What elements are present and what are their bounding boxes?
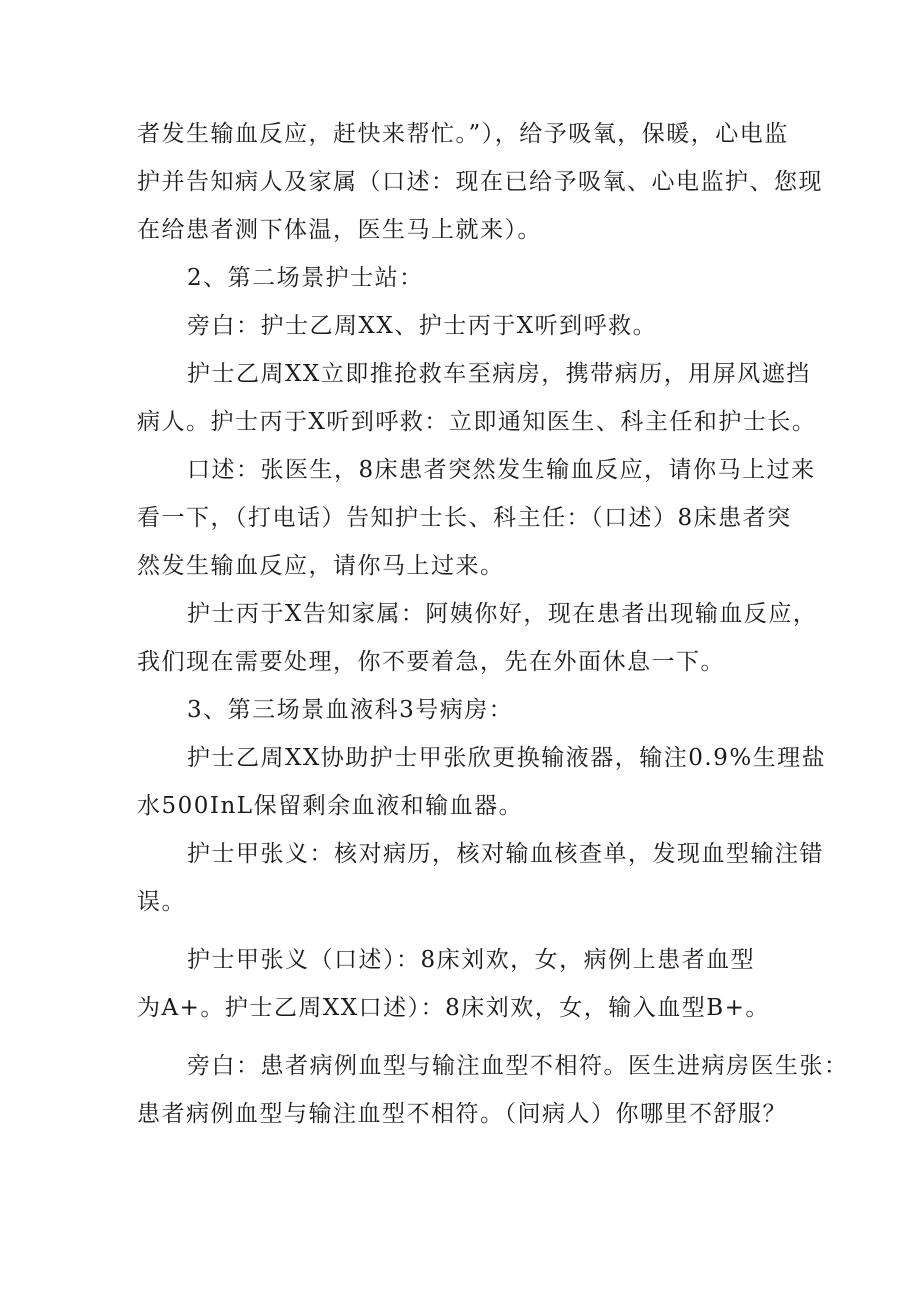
text-line-8: 口述：张医生，8床患者突然发生输血反应，请你马上过来	[187, 457, 816, 483]
text-line-narration-2: 旁白：患者病例血型与输注血型不相符。医生进病房医生张：	[187, 1053, 849, 1079]
text-line-10: 然发生输血反应，请你马上过来。	[137, 553, 505, 579]
section-heading-scene-3: 3、第三场景血液科3号病房：	[187, 697, 514, 723]
text-line-6: 护士乙周XX立即推抢救车至病房，携带病历，用屏风遮挡	[187, 361, 811, 387]
text-line-3: 在给患者测下体温，医生马上就来）。	[137, 217, 542, 243]
text-line-18: 护士甲张义（口述）：8床刘欢，女，病例上患者血型	[187, 947, 756, 973]
section-heading-scene-2: 2、第二场景护士站：	[187, 265, 424, 291]
text-line-9: 看一下，（打电话）告知护士长、科主任：（口述）8床患者突	[137, 505, 792, 531]
text-line-15: 水500InL保留剩余血液和输血器。	[137, 793, 524, 819]
text-line-19: 为A+。护士乙周XX口述）：8床刘欢，女，输入血型B+。	[137, 995, 770, 1021]
text-line-16: 护士甲张义：核对病历，核对输血核查单，发现血型输注错	[187, 841, 824, 867]
text-line-11: 护士丙于X告知家属：阿姨你好，现在患者出现输血反应，	[187, 601, 818, 627]
document-body	[137, 110, 849, 1138]
text-line-14: 护士乙周XX协助护士甲张欣更换输液器，输注0.9%生理盐	[187, 745, 827, 771]
text-line-21: 患者病例血型与输注血型不相符。（问病人）你哪里不舒服？	[137, 1101, 787, 1127]
text-line-1: 者发生输血反应，赶快来帮忙。”），给予吸氧，保暖，心电监	[137, 121, 789, 147]
text-line-2: 护并告知病人及家属（口述：现在已给予吸氧、心电监护、您现	[137, 169, 823, 195]
text-line-17: 误。	[137, 889, 186, 915]
text-line-narration-1: 旁白：护士乙周XX、护士丙于X听到呼救。	[187, 313, 658, 339]
text-line-12: 我们现在需要处理，你不要着急，先在外面休息一下。	[137, 649, 725, 675]
text-line-7: 病人。护士丙于X听到呼救：立即通知医生、科主任和护士长。	[137, 409, 817, 435]
